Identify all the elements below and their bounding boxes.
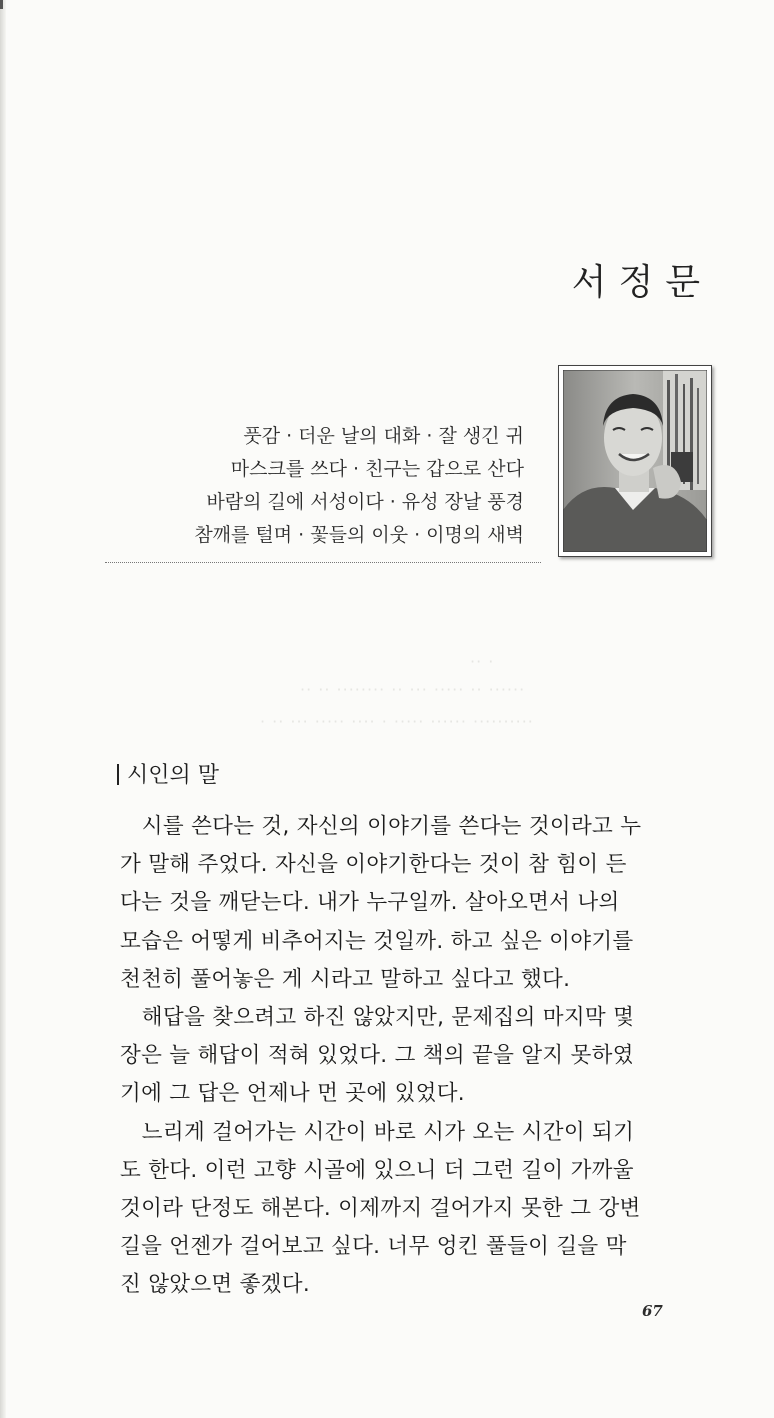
body-line: 기에 그 답은 언제나 먼 곳에 있었다. xyxy=(120,1081,465,1107)
section-heading-text: 시인의 말 xyxy=(127,763,220,788)
body-line: 시를 쓴다는 것, 자신의 이야기를 쓴다는 것이라고 누 xyxy=(120,814,642,839)
body-line: 천천히 풀어놓은 게 시라고 말하고 싶다고 했다. xyxy=(120,966,571,992)
bleed-through-text: · ·· ··· ····· ···· · ····· ······ ·········· xyxy=(260,712,534,731)
poem-title-list xyxy=(194,420,524,552)
body-line: 진 않았으면 좋겠다. xyxy=(120,1272,310,1298)
body-line: 모습은 어떻게 비추어지는 것일까. 하고 싶은 이야기를 xyxy=(120,928,634,954)
body-line: 도 한다. 이런 고향 시골에 있으니 더 그런 길이 가까울 xyxy=(120,1157,634,1183)
bleed-through-text: ·· · xyxy=(470,652,495,671)
body-line: 길을 언젠가 걸어보고 싶다. 너무 엉킨 풀들이 길을 막 xyxy=(120,1234,627,1260)
body-line: 느리게 걸어가는 시간이 바로 시가 오는 시간이 되기 xyxy=(120,1119,635,1145)
body-line: 다는 것을 깨닫는다. 내가 누구일까. 살아오면서 나의 xyxy=(120,890,620,916)
author-name: 서정문 xyxy=(571,262,712,303)
dotted-divider xyxy=(105,562,541,563)
body-line: 장은 늘 해답이 적혀 있었다. 그 책의 끝을 알지 못하였 xyxy=(120,1043,634,1069)
poem-title-line: 마스크를 쓰다 · 친구는 갑으로 산다 xyxy=(230,458,524,480)
body-line: 것이라 단정도 해본다. 이제까지 걸어가지 못한 그 강변 xyxy=(120,1196,641,1222)
body-line: 해답을 찾으려고 하진 않았지만, 문제집의 마지막 몇 xyxy=(120,1005,635,1031)
scan-mark xyxy=(0,0,3,9)
poem-title-line: 풋감 · 더운 날의 대화 · 잘 생긴 귀 xyxy=(243,425,524,447)
heading-bar-icon xyxy=(117,764,119,785)
author-portrait-image xyxy=(563,370,707,552)
author-photo xyxy=(558,365,712,557)
poet-statement-body xyxy=(120,808,666,1305)
body-line: 가 말해 주었다. 자신을 이야기한다는 것이 참 힘이 든 xyxy=(120,852,627,878)
poem-title-line: 바람의 길에 서성이다 · 유성 장날 풍경 xyxy=(206,491,524,513)
page-number: 67 xyxy=(642,1302,663,1320)
page-edge-shadow xyxy=(0,0,6,1418)
poem-title-line: 참깨를 털며 · 꽃들의 이웃 · 이명의 새벽 xyxy=(194,524,524,546)
section-heading xyxy=(117,758,219,789)
bleed-through-text: ·· ·· ········ ·· ··· ····· ·· ······ xyxy=(300,680,526,699)
